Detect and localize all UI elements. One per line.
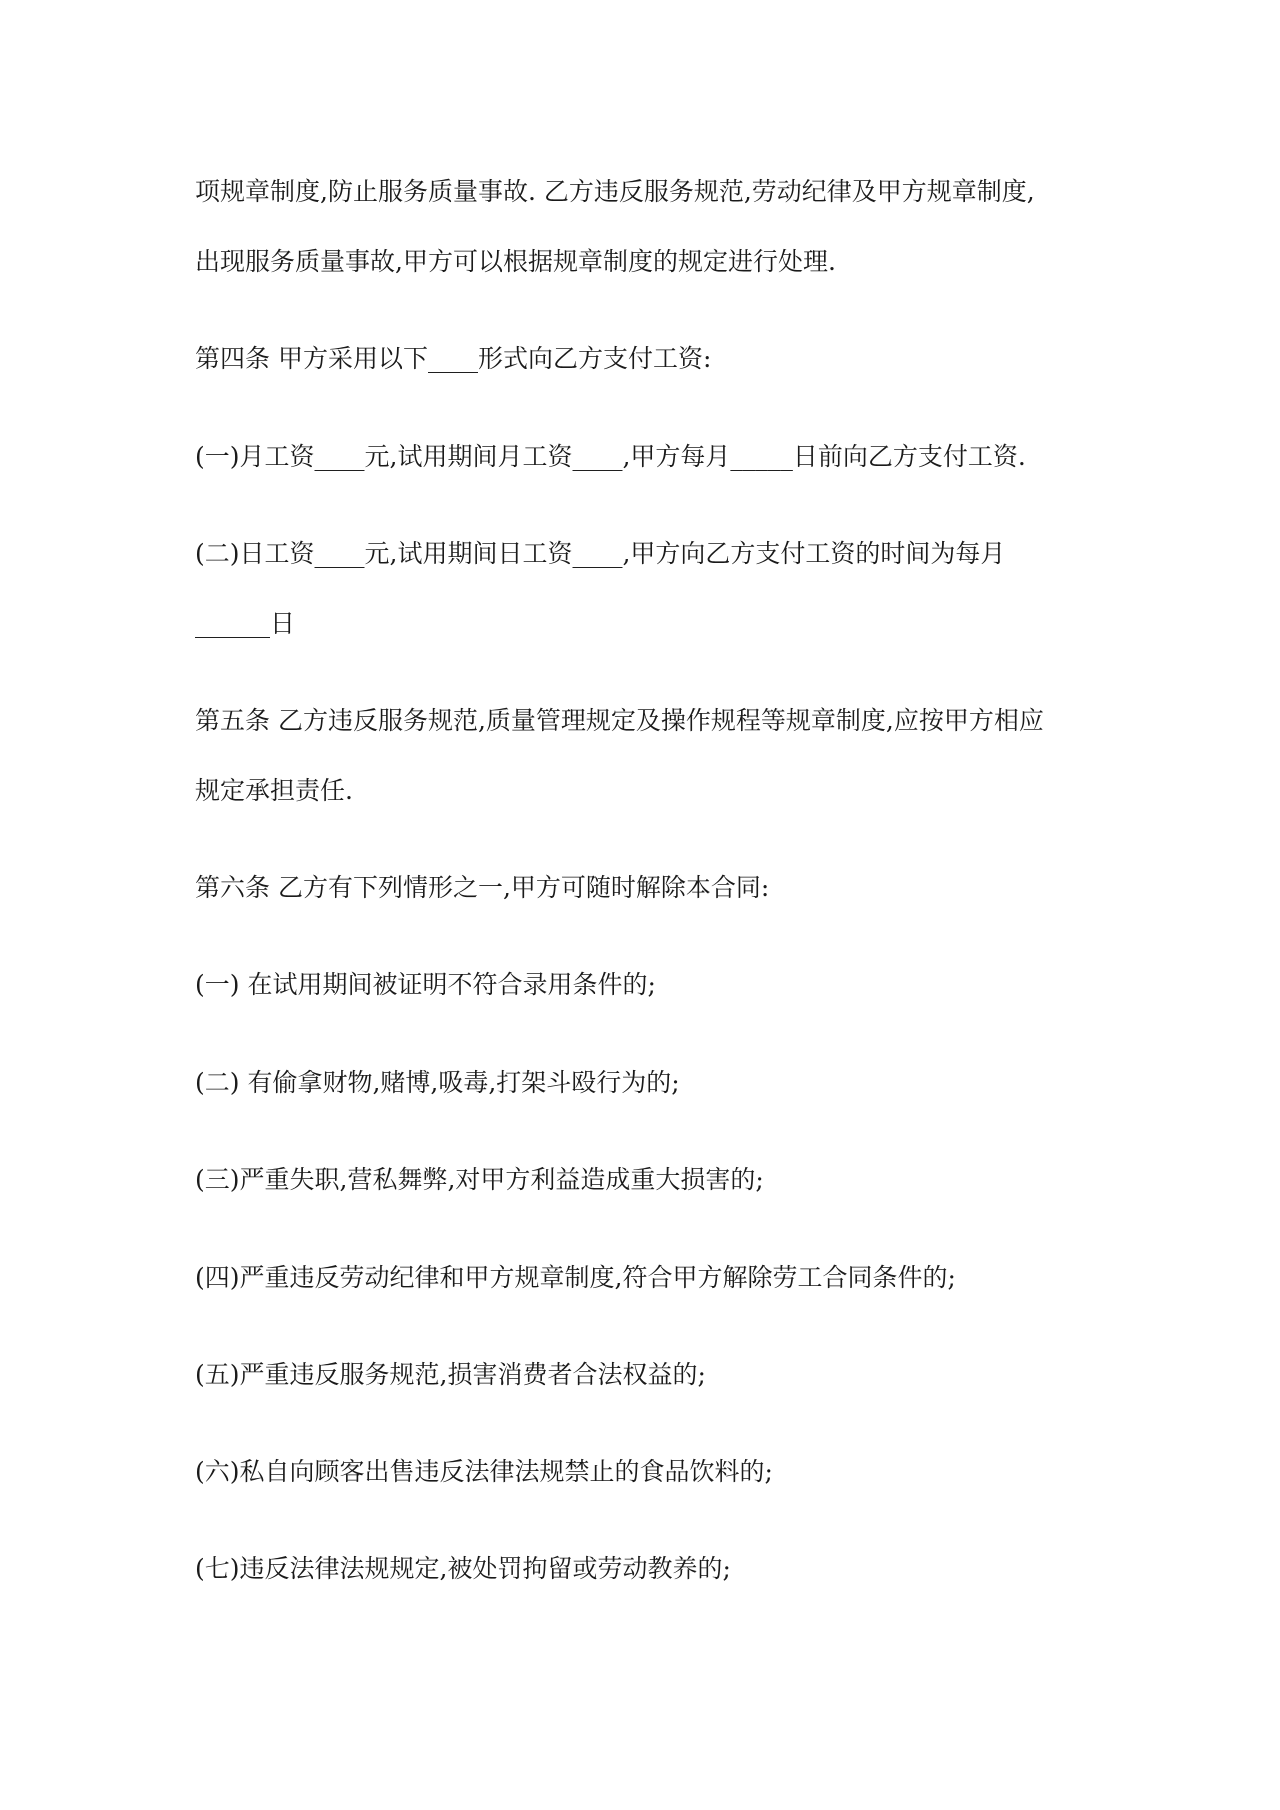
list-item: (二) 有偷拿财物,赌博,吸毒,打架斗殴行为的; — [195, 1068, 680, 1097]
list-item: (七)违反法律法规规定,被处罚拘留或劳动教养的; — [195, 1554, 731, 1583]
list-item: (三)严重失职,营私舞弊,对甲方利益造成重大损害的; — [195, 1165, 764, 1194]
article-5-heading: 第五条 乙方违反服务规范,质量管理规定及操作规程等规章制度,应按甲方相应 — [195, 706, 1044, 735]
article-6-heading: 第六条 乙方有下列情形之一,甲方可随时解除本合同: — [195, 873, 770, 902]
list-item: (六)私自向顾客出售违反法律法规禁止的食品饮料的; — [195, 1457, 773, 1486]
list-item: (二)日工资____元,试用期间日工资____,甲方向乙方支付工资的时间为每月 — [195, 539, 1006, 568]
article-4-heading: 第四条 甲方采用以下____形式向乙方支付工资: — [195, 344, 712, 373]
list-item: (一) 在试用期间被证明不符合录用条件的; — [195, 970, 656, 999]
paragraph-line: 项规章制度,防止服务质量事故. 乙方违反服务规范,劳动纪律及甲方规章制度, — [195, 177, 1035, 206]
paragraph-line: ______日 — [195, 609, 296, 638]
list-item: (四)严重违反劳动纪律和甲方规章制度,符合甲方解除劳工合同条件的; — [195, 1263, 956, 1292]
paragraph-line: 出现服务质量事故,甲方可以根据规章制度的规定进行处理. — [195, 247, 836, 276]
paragraph-line: 规定承担责任. — [195, 776, 353, 805]
list-item: (一)月工资____元,试用期间月工资____,甲方每月_____日前向乙方支付工资. — [195, 442, 1026, 471]
list-item: (五)严重违反服务规范,损害消费者合法权益的; — [195, 1360, 706, 1389]
